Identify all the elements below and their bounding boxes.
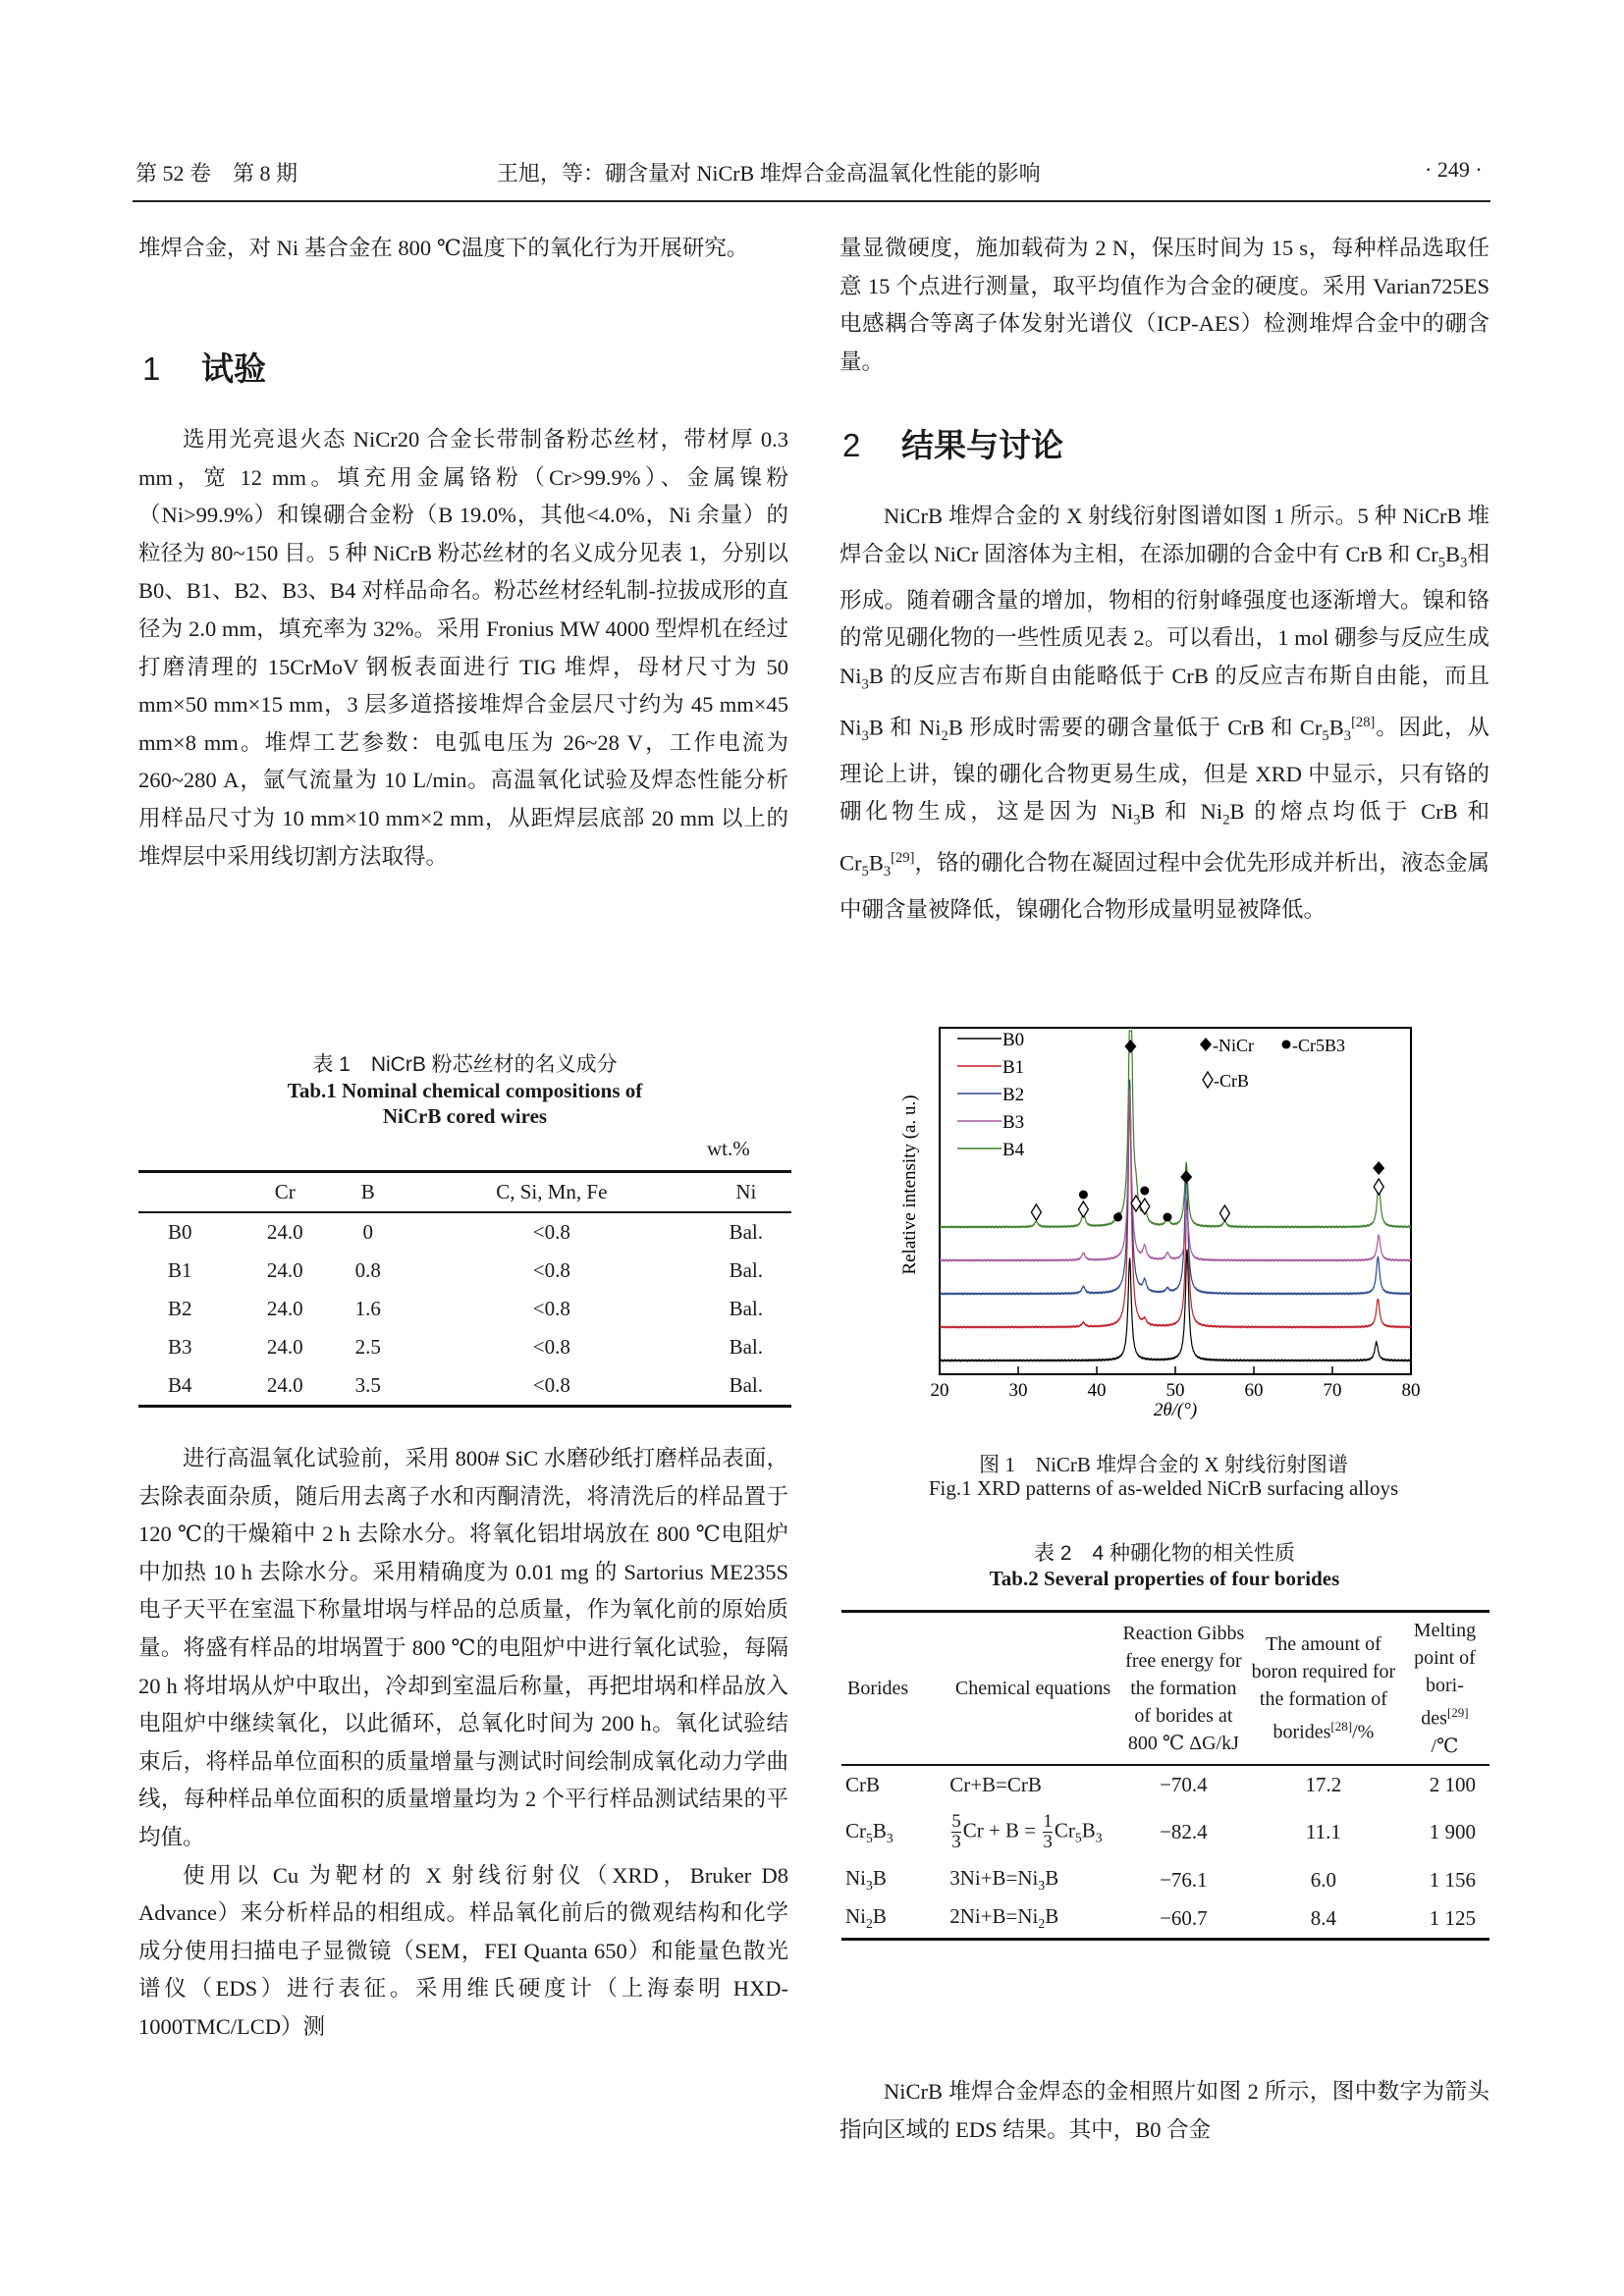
table-cell: 6.0 [1310, 1867, 1337, 1892]
paragraph-hardness: 量显微硬度，施加载荷为 2 N，保压时间为 15 s，每种样品选取任意 15 个点进行测量，取平均值作为合金的硬度。采用 Varian725ES 电感耦合等离子体发射光谱仪（ICP-AES）检测堆焊合金中的硼含量。 [839, 236, 1489, 374]
table2-col-header [1247, 1612, 1400, 1765]
table-cell: 1 156 [1429, 1867, 1476, 1892]
paragraph-xrd: 使用以 Cu 为靶材的 X 射线衍射仪（XRD，Bruker D8 Advance）来分析样品的相组成。样品氧化前后的微观结构和化学成分使用扫描电子显微镜（SEM，FEI Quanta 650）和能量色散光谱仪（EDS）进行表征。采用维氏硬度计（上海泰明 HXD-1000TMC/LCD）测 [138, 1862, 788, 2039]
table-cell: $Cr_5B_3$ [845, 1818, 893, 1845]
subscript: 5 [1322, 727, 1329, 744]
legend-label-b4: B4 [1002, 1140, 1025, 1160]
table-cell: <0.8 [532, 1297, 570, 1320]
text-run: B [868, 850, 884, 876]
table-row [841, 1804, 1489, 1861]
header-text: The amount of boron required for the formation of borides [1251, 1633, 1396, 1743]
table-cell: 24.0 [266, 1297, 303, 1320]
table-cell: <0.8 [532, 1220, 570, 1244]
peak-marker-open-diamond [1031, 1204, 1041, 1220]
table-row [841, 1899, 1489, 1940]
table-row [841, 1861, 1489, 1899]
table-cell: 1 125 [1429, 1905, 1476, 1930]
legend-label-b3: B3 [1002, 1112, 1025, 1133]
text-run: B 的反应吉布斯自由能略低于 CrB 的反应吉布斯自由能，而且 Ni [839, 663, 1489, 740]
right-column-bottom [839, 2073, 1489, 2149]
text-run: B [1445, 541, 1461, 566]
header-rule [133, 200, 1490, 202]
right-column-body [839, 498, 1489, 929]
paragraph-metallography: NiCrB 堆焊合金焊态的金相照片如图 2 所示，图中数字为箭头指向区域的 EDS 结果。其中，B0 合金 [839, 2079, 1489, 2142]
table-cell: 11.1 [1305, 1820, 1341, 1844]
peak-marker-open-diamond [1140, 1199, 1150, 1214]
table-cell: −82.4 [1160, 1820, 1208, 1844]
subscript: 3 [861, 727, 869, 744]
figure1-caption-en: Fig.1 XRD patterns of as-welded NiCrB surfacing alloys [928, 1476, 1399, 1500]
paragraph-intro-end: 堆焊合金，对 Ni 基合金在 800 ℃温度下的氧化行为开展研究。 [138, 236, 749, 260]
left-column-body [138, 421, 788, 876]
x-tick-label: 30 [1008, 1380, 1028, 1401]
peak-marker-filled-diamond [1373, 1161, 1384, 1175]
x-axis-label: 2θ/(°) [1153, 1400, 1198, 1420]
table-cell: 24.0 [266, 1220, 303, 1244]
table-cell: B4 [168, 1373, 192, 1397]
peak-marker-filled-diamond [1124, 1040, 1136, 1053]
table-row [841, 1765, 1489, 1804]
header-unit: /℃ [1431, 1735, 1459, 1757]
table-cell: B0 [168, 1220, 192, 1244]
nicr-legend-label: -NiCr [1213, 1036, 1254, 1055]
figure1-caption-cn: 图 1 NiCrB 堆焊合金的 X 射线衍射图谱 [979, 1453, 1348, 1476]
table1-title-en-line1: Tab.1 Nominal chemical compositions of [287, 1079, 643, 1102]
table1-col-header: C, Si, Mn, Fe [496, 1180, 608, 1203]
peak-marker-filled-circle [1164, 1213, 1172, 1222]
subscript: 3 [1343, 727, 1352, 744]
fraction: $\frac{5}{3}$ [951, 1811, 961, 1853]
table1-header-row [138, 1172, 791, 1213]
table1-title-en-line2: NiCrB cored wires [382, 1104, 548, 1128]
text-run: 相形成。随着硼含量的增加，物相的衍射峰强度也逐渐增大。镍和铬的常见硼化物的一些性质见表 2。可以看出，1 mol 硼参与反应生成 Ni [839, 541, 1489, 688]
table2-col-header: Chemical equations [954, 1677, 1111, 1699]
table-row [138, 1252, 791, 1290]
table-cell: −76.1 [1160, 1867, 1208, 1892]
xrd-chart [884, 1011, 1434, 1423]
citation: [28] [1330, 1719, 1353, 1734]
peak-marker-filled-circle [1140, 1187, 1149, 1196]
text-run: B 的熔点均低于 CrB 和 Cr [839, 799, 1489, 876]
table-cell: Bal. [729, 1220, 764, 1244]
text-run: B 和 Ni [868, 715, 942, 740]
text-run: B [1328, 715, 1344, 740]
table-row [138, 1328, 791, 1366]
table-cell: 1.6 [354, 1297, 381, 1320]
peak-marker-filled-circle [1113, 1213, 1122, 1222]
table2-col-header: Reaction Gibbs free energy for the formation of borides at 800 ℃ ΔG/kJ [1122, 1622, 1245, 1754]
table1-unit: wt.% [707, 1137, 750, 1160]
peak-marker-open-diamond [1078, 1201, 1088, 1217]
table1-title-cn: 表 1 NiCrB 粉芯丝材的名义成分 [312, 1053, 618, 1076]
x-tick-label: 50 [1165, 1380, 1185, 1401]
table-cell: $Ni_2B$ [845, 1904, 887, 1932]
left-column [138, 230, 788, 268]
table-cell: 3.5 [354, 1373, 381, 1397]
table-cell: −70.4 [1160, 1772, 1208, 1796]
table1-col-header: Ni [735, 1180, 757, 1203]
table-cell: B2 [168, 1297, 192, 1320]
table-cell: Bal. [729, 1373, 764, 1397]
table1-col-header [138, 1172, 237, 1213]
legend-label-b1: B1 [1002, 1057, 1025, 1078]
table-cell: 0.8 [354, 1258, 381, 1282]
section-number: 2 [842, 427, 861, 463]
table-cell: 1 900 [1429, 1820, 1476, 1844]
table-cell: <0.8 [532, 1335, 570, 1359]
table-cell: 2 100 [1429, 1772, 1476, 1796]
table-cell: <0.8 [532, 1258, 570, 1282]
table-cell: Bal. [729, 1258, 764, 1282]
table-cell: 24.0 [266, 1258, 303, 1282]
crb-legend-icon [1203, 1072, 1213, 1088]
peak-marker-filled-circle [1079, 1191, 1088, 1200]
right-column-top [839, 230, 1489, 381]
table-row [138, 1212, 791, 1252]
peak-marker-open-diamond [1374, 1179, 1383, 1195]
subscript: 3 [883, 864, 892, 881]
nicr-legend-icon [1200, 1038, 1212, 1051]
table-cell: $Ni_3B$ [845, 1866, 887, 1894]
citation: [28] [1351, 714, 1376, 730]
peak-marker-filled-diamond [1180, 1170, 1192, 1184]
legend-label-b0: B0 [1002, 1030, 1025, 1050]
paragraph-materials: 选用光亮退火态 NiCr20 合金长带制备粉芯丝材，带材厚 0.3 mm，宽 12 mm。填充用金属铬粉（Cr>99.9%）、金属镍粉（Ni>99.9%）和镍硼合金粉（B 19.0%，其他<4.0%，Ni 余量）的粒径为 80~150 目。5 种 NiCrB 粉芯丝材的名义成分见表 1，分别以 B0、B1、B2、B3、B4 对样品命名。粉芯丝材经轧制-拉拔成形的直径为 2.0 mm，填充率为 32%。采用 Fronius MW 4000 型焊机在经过打磨清理的 15CrMoV 钢板表面进行 TIG 堆焊，母材尺寸为 50 mm×50 mm×15 mm，3 层多道搭接堆焊合金层尺寸约为 45 mm×45 mm×8 mm。堆焊工艺参数：电弧电压为 26~28 V，工作电流为 260~280 A，氩气流量为 10 L/min。高温氧化试验及焊态性能分析用样品尺寸为 10 mm×10 mm×2 mm，从距焊层底部 20 mm 以上的堆焊层中采用线切割方法取得。 [138, 427, 788, 869]
cr5b3-legend-icon [1282, 1041, 1291, 1049]
header-text: Melting point of bori-des [1413, 1620, 1477, 1730]
page-number: · 249 · [1425, 157, 1483, 182]
subscript: 3 [1460, 555, 1468, 571]
table-cell: CrB [845, 1772, 881, 1796]
subscript: 2 [941, 727, 948, 744]
section-1-heading [142, 344, 266, 390]
citation: [29] [1446, 1705, 1469, 1720]
table-cell: B3 [168, 1335, 192, 1359]
table-cell-equation: $\frac{5}{3}$ Cr + B = $\frac{1}{3}$ $Cr_5B_3$ [951, 1811, 1103, 1853]
series-line-b0 [940, 1250, 1411, 1362]
table-row [138, 1290, 791, 1328]
subscript: 2 [1222, 812, 1230, 828]
citation: [29] [891, 850, 915, 867]
plot-area [931, 1028, 1421, 1401]
table1 [138, 1170, 791, 1408]
table-cell: 17.2 [1305, 1772, 1342, 1796]
cr5b3-legend-label: -Cr5B3 [1292, 1036, 1345, 1055]
peak-marker-open-diamond [1219, 1205, 1229, 1221]
running-title: 王旭，等：硼含量对 NiCrB 堆焊合金高温氧化性能的影响 [497, 161, 1041, 186]
crb-legend-label: -CrB [1214, 1071, 1249, 1091]
x-tick-label: 80 [1401, 1380, 1421, 1401]
table2-title-cn: 表 2 4 种硼化物的相关性质 [1033, 1542, 1296, 1565]
x-tick-label: 20 [930, 1380, 949, 1401]
table-cell: 8.4 [1310, 1905, 1337, 1930]
table-cell: 24.0 [266, 1373, 303, 1397]
table-cell: Bal. [729, 1297, 764, 1320]
header-unit: /% [1352, 1721, 1375, 1743]
legend-label-b2: B2 [1002, 1085, 1025, 1105]
table-cell: 2.5 [354, 1335, 381, 1359]
text-run: B 和 Ni [1140, 799, 1223, 825]
table2-title-en: Tab.2 Several properties of four borides [989, 1567, 1340, 1590]
table-row [138, 1366, 791, 1407]
subscript: 5 [1437, 555, 1445, 571]
y-axis-label: Relative intensity (a. u.) [899, 1095, 920, 1275]
table1-col-header: Cr [274, 1180, 296, 1203]
table2-col-header [1400, 1612, 1489, 1765]
x-tick-label: 60 [1244, 1380, 1264, 1401]
xrd-chart-svg [884, 1011, 1434, 1423]
text-run: 。因此，从理论上讲，镍的硼化合物更易生成，但是 XRD 中显示，只有铬的硼化物生成，这是因为 Ni [839, 715, 1489, 825]
subscript: 3 [1133, 812, 1141, 828]
subscript: 3 [861, 676, 869, 693]
table-cell: Bal. [729, 1335, 764, 1359]
text-run: NiCrB 堆焊合金的 X 射线衍射图谱如图 1 所示。5 种 NiCrB 堆焊合金以 NiCr 固溶体为主相，在添加硼的合金中有 CrB 和 Cr [839, 504, 1489, 566]
table-cell: 24.0 [266, 1335, 303, 1359]
table-cell: $3Ni+B=Ni_3B$ [949, 1866, 1059, 1894]
x-tick-label: 70 [1323, 1380, 1342, 1401]
section-number: 1 [142, 350, 161, 387]
table-cell: 0 [362, 1220, 374, 1244]
table-cell: −60.7 [1160, 1905, 1208, 1930]
section-title: 试验 [201, 350, 266, 387]
table-cell: Cr+B=CrB [949, 1772, 1042, 1796]
table2-header-row [841, 1612, 1489, 1765]
paragraph-results [839, 498, 1489, 929]
section-2-heading [842, 420, 1063, 466]
subscript: 5 [861, 864, 869, 881]
fraction: $\frac{1}{3}$ [1043, 1811, 1053, 1853]
x-tick-label: 40 [1087, 1380, 1107, 1401]
table2 [841, 1610, 1489, 1941]
text-run: B 形成时需要的硼含量低于 CrB 和 Cr [947, 715, 1323, 740]
table2-col-header: Borides [847, 1677, 909, 1699]
table-cell: $2Ni+B=Ni_2B$ [949, 1904, 1059, 1932]
table-cell: B1 [168, 1258, 192, 1282]
paragraph-oxidation: 进行高温氧化试验前，采用 800# SiC 水磨砂纸打磨样品表面，去除表面杂质，随后用去离子水和丙酮清洗，将清洗后的样品置于 120 ℃的干燥箱中 2 h 去除水分。将氧化铝坩埚放在 800 ℃电阻炉中加热 10 h 去除水分。采用精确度为 0.01 mg 的 Sartorius ME235S 电子天平在室温下称量坩埚与样品的总质量，作为氧化前的原始质量。将盛有样品的坩埚置于 800 ℃的电阻炉中进行氧化试验，每隔 20 h 将坩埚从炉中取出，冷却到室温后称量，再把坩埚和样品放入电阻炉中继续氧化，以此循环，总氧化时间为 200 h。氧化试验结束后，将样品单位面积的质量增量与测试时间绘制成氧化动力学曲线，每种样品单位面积的质量增量均为 2 个平行样品测试结果的平均值。 [138, 1446, 788, 1849]
left-column-lower [138, 1440, 788, 2047]
text-run: ，铬的硼化合物在凝固过程中会优先形成并析出，液态金属中硼含量被降低，镍硼化合物形成量明显被降低。 [839, 850, 1489, 922]
table-cell: <0.8 [532, 1373, 570, 1397]
journal-volume-issue: 第 52 卷 第 8 期 [135, 161, 298, 186]
table1-col-header: B [360, 1180, 375, 1203]
section-title: 结果与讨论 [901, 427, 1063, 463]
